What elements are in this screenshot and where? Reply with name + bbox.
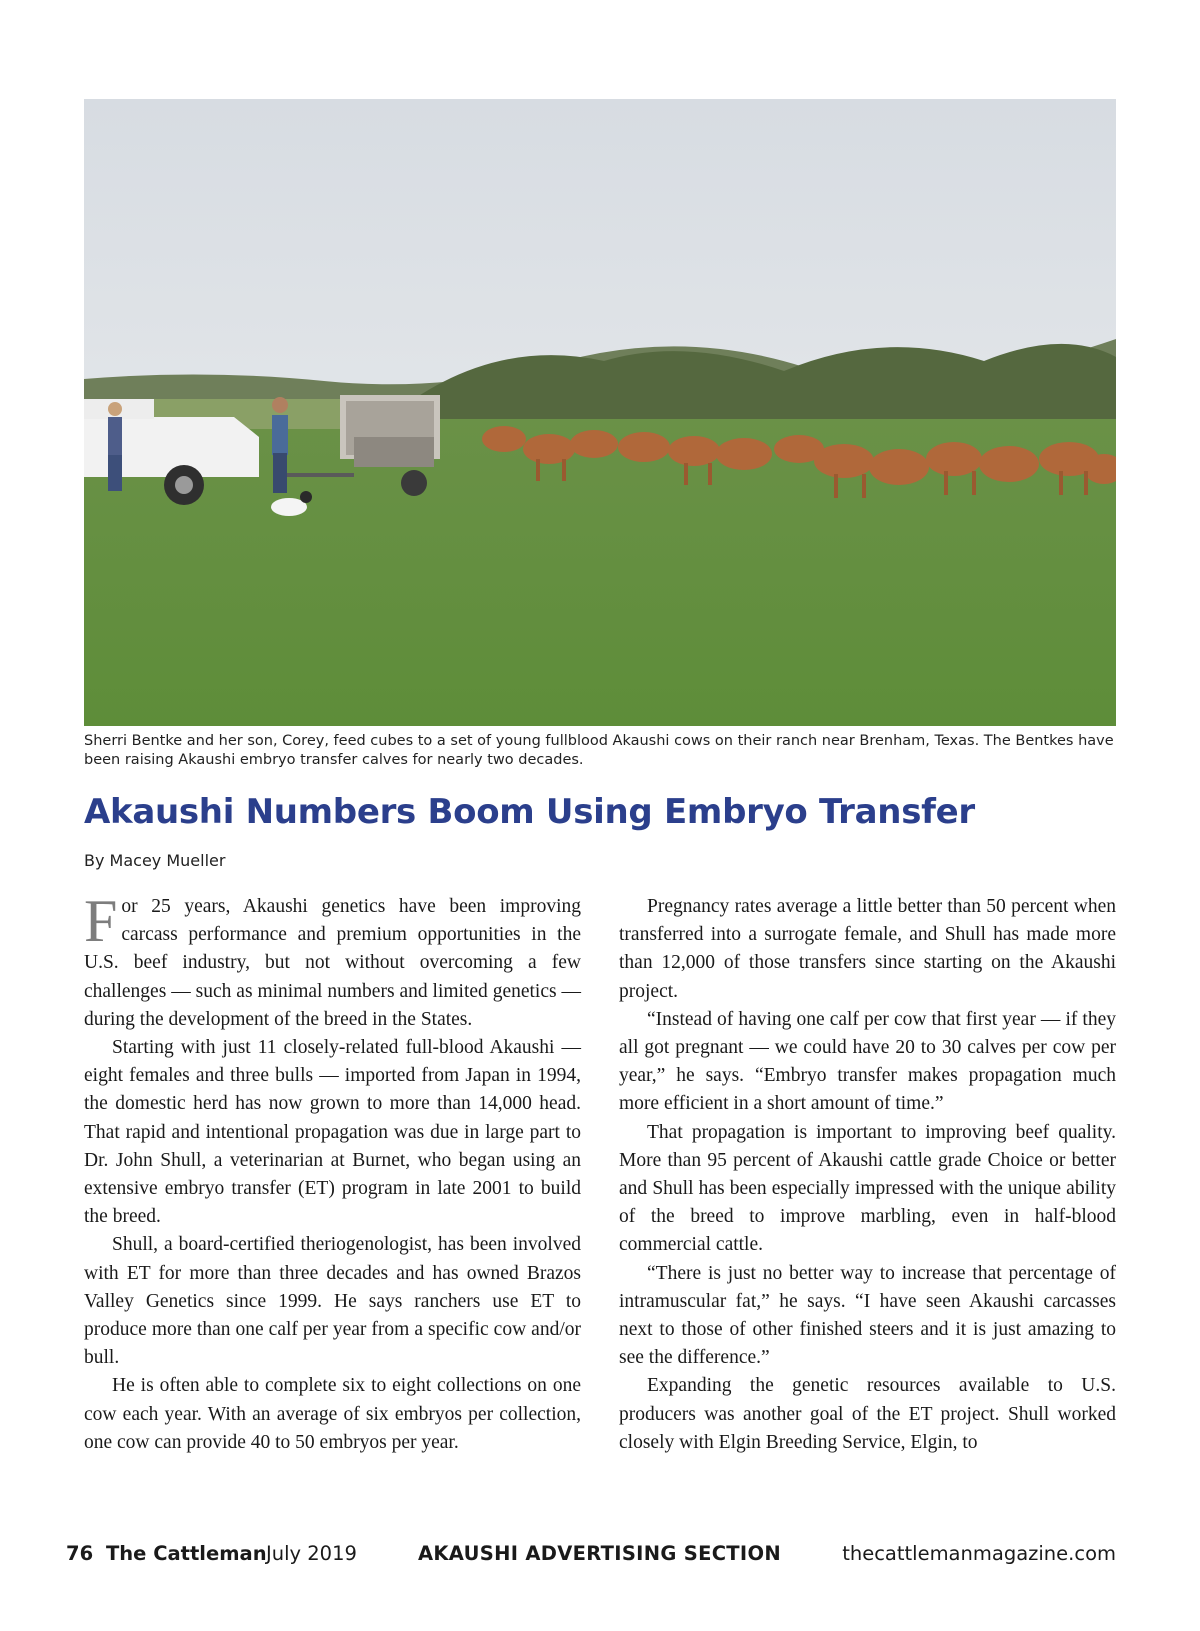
paragraph: Expanding the genetic resources available to U.S. producers was another goal of the ET project. Shull worked closely with Elgin Breeding Service, Elgin, to xyxy=(619,1375,1116,1453)
paragraph: Pregnancy rates average a little better than 50 percent when transferred into a surrogate female, and Shull has made more than 12,000 of those transfers since starting on the Akaushi project. xyxy=(619,896,1116,1002)
paragraph: For 25 years, Akaushi genetics have been improving carcass performance and premium opportunities in the U.S. beef industry, but not without overcoming a few challenges — such as minimal numbers and limited genetics — during the development of the breed in the States. xyxy=(84,888,581,1030)
page-number: 76 xyxy=(66,1542,94,1565)
drop-cap: F xyxy=(84,888,118,954)
article-title: Akaushi Numbers Boom Using Embryo Transfer xyxy=(84,792,975,832)
magazine-url: thecattlemanmagazine.com xyxy=(842,1542,1116,1565)
section-label: AKAUSHI ADVERTISING SECTION xyxy=(418,1542,781,1565)
page-footer xyxy=(66,1542,1116,1572)
magazine-name: The Cattleman xyxy=(106,1542,267,1565)
paragraph: Shull, a board-certified theriogenologist, has been involved with ET for more than three decades and has owned Brazos Valley Genetics since 1999. He says ranchers use ET to produce more than one calf per year from a specific cow and/or bull. xyxy=(84,1234,581,1369)
article-column-left xyxy=(84,888,581,1457)
paragraph: That propagation is important to improving beef quality. More than 95 percent of Akaushi cattle grade Choice or better and Shull has been especially impressed with the unique ability of the breed to improve marbling, even in half-blood commercial cattle. xyxy=(619,1121,1116,1256)
byline: By Macey Mueller xyxy=(84,851,226,870)
paragraph: He is often able to complete six to eight collections on one cow each year. With an average of six embryos per collection, one cow can provide 40 to 50 embryos per year. xyxy=(84,1375,581,1453)
paragraph: Starting with just 11 closely-related full-blood Akaushi — eight females and three bulls — imported from Japan in 1994, the domestic herd has now grown to more than 14,000 head. That rapid and intentional propagation was due in large part to Dr. John Shull, a veterinarian at Burnet, who began using an extensive embryo transfer (ET) program in late 2001 to build the breed. xyxy=(84,1037,581,1228)
paragraph: “Instead of having one calf per cow that first year — if they all got pregnant — we could have 20 to 30 calves per cow per year,” he says. “Embryo transfer makes propagation much more efficient in a short amount of time.” xyxy=(619,1008,1116,1115)
photo-caption: Sherri Bentke and her son, Corey, feed cubes to a set of young fullblood Akaushi cows on their ranch near Brenham, Texas. The Bentkes have been raising Akaushi embryo transfer calves for nearly two decades. xyxy=(84,733,1114,768)
article-photo xyxy=(84,99,1116,726)
pasture-cattle-image xyxy=(84,99,1116,726)
article-column-right xyxy=(619,893,1116,1457)
issue-date: July 2019 xyxy=(266,1542,357,1565)
paragraph: “There is just no better way to increase that percentage of intramuscular fat,” he says. “I have seen Akaushi carcasses next to those of other finished steers and it is just amazing to see the difference.” xyxy=(619,1262,1116,1369)
